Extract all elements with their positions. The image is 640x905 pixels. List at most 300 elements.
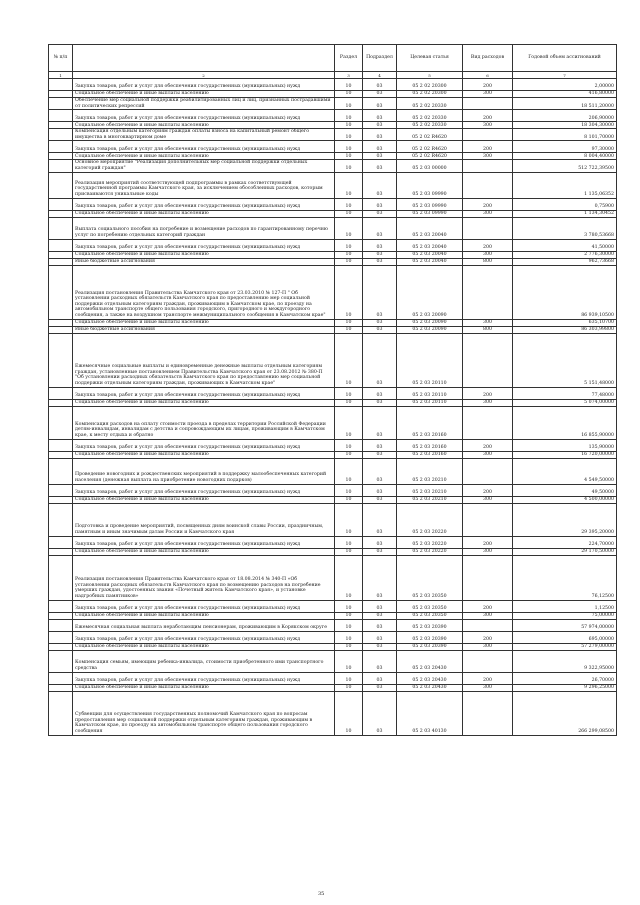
- row-amount-cell: 16 720,00000: [513, 451, 617, 458]
- table-row: [49, 691, 617, 735]
- row-section-cell: 10: [335, 612, 363, 619]
- row-target-item-cell: 05 2 03 20220: [397, 503, 463, 536]
- row-name-cell: Социальное обеспечение и иные выплаты населению: [73, 684, 335, 691]
- row-target-item-cell: 05 2 03 20110: [397, 387, 463, 399]
- row-expense-type-cell: 200: [463, 239, 513, 251]
- row-subsection-cell: 03: [363, 129, 397, 141]
- row-amount-cell: 97,30000: [513, 141, 617, 153]
- row-amount-cell: 9 296,25000: [513, 684, 617, 691]
- row-number-cell: [49, 600, 73, 612]
- row-section-cell: 10: [335, 691, 363, 735]
- row-number-cell: [49, 672, 73, 684]
- row-target-item-cell: 05 2 03 20210: [397, 458, 463, 484]
- row-section-cell: 10: [335, 251, 363, 258]
- row-name-cell: Социальное обеспечение и иные выплаты населению: [73, 612, 335, 619]
- row-amount-cell: 29 170,50000: [513, 548, 617, 555]
- header-row: [49, 45, 617, 72]
- row-target-item-cell: 05 2 03 20090: [397, 326, 463, 333]
- row-section-cell: 10: [335, 258, 363, 265]
- row-amount-cell: 5 151,48000: [513, 333, 617, 387]
- row-expense-type-cell: 800: [463, 326, 513, 333]
- row-target-item-cell: 05 2 03 09990: [397, 198, 463, 210]
- row-subsection-cell: 03: [363, 439, 397, 451]
- row-expense-type-cell: [463, 172, 513, 198]
- row-amount-cell: 75,00000: [513, 612, 617, 619]
- row-expense-type-cell: [463, 650, 513, 672]
- row-subsection-cell: 03: [363, 643, 397, 650]
- row-target-item-cell: 05 2 02 20330: [397, 122, 463, 129]
- row-name-cell: Социальное обеспечение и иные выплаты населению: [73, 91, 335, 98]
- row-amount-cell: 224,70000: [513, 536, 617, 548]
- row-target-item-cell: 05 2 02 R4620: [397, 153, 463, 160]
- row-expense-type-cell: 200: [463, 141, 513, 153]
- row-section-cell: 10: [335, 643, 363, 650]
- row-name-cell: Закупка товаров, работ и услуг для обеспечения государственных (муниципальных) нужд: [73, 141, 335, 153]
- row-number-cell: [49, 406, 73, 439]
- row-number-cell: [49, 399, 73, 406]
- row-expense-type-cell: [463, 129, 513, 141]
- row-expense-type-cell: 300: [463, 251, 513, 258]
- row-name-cell: Проведение новогодних и рождественских мероприятий в поддержку малообеспеченных категорий населения (денежная выплата на приобретение новогодних подарков): [73, 458, 335, 484]
- row-name-cell: Социальное обеспечение и иные выплаты населению: [73, 643, 335, 650]
- row-amount-cell: 41,50000: [513, 239, 617, 251]
- row-expense-type-cell: [463, 555, 513, 600]
- row-expense-type-cell: 300: [463, 548, 513, 555]
- table-row: [49, 548, 617, 555]
- row-section-cell: 10: [335, 98, 363, 110]
- table-row: [49, 496, 617, 503]
- row-section-cell: 10: [335, 319, 363, 326]
- table-row: [49, 258, 617, 265]
- row-name-cell: Компенсация семьям, имеющим ребенка-инвалида, стоимости приобретенного ими транспортного средства: [73, 650, 335, 672]
- row-expense-type-cell: 200: [463, 439, 513, 451]
- row-number-cell: [49, 333, 73, 387]
- row-target-item-cell: 05 2 03 20160: [397, 451, 463, 458]
- row-name-cell: Закупка товаров, работ и услуг для обеспечения государственных (муниципальных) нужд: [73, 672, 335, 684]
- table-row: [49, 129, 617, 141]
- row-expense-type-cell: 300: [463, 210, 513, 217]
- row-number-cell: [49, 555, 73, 600]
- row-target-item-cell: 05 2 03 20110: [397, 399, 463, 406]
- row-section-cell: 10: [335, 451, 363, 458]
- row-amount-cell: 57 974,00000: [513, 619, 617, 631]
- row-section-cell: 10: [335, 684, 363, 691]
- row-section-cell: 10: [335, 217, 363, 239]
- row-section-cell: 10: [335, 122, 363, 129]
- table-row: [49, 239, 617, 251]
- row-subsection-cell: 03: [363, 198, 397, 210]
- row-expense-type-cell: [463, 160, 513, 172]
- row-subsection-cell: 03: [363, 91, 397, 98]
- row-name-cell: Закупка товаров, работ и услуг для обеспечения государственных (муниципальных) нужд: [73, 631, 335, 643]
- table-row: [49, 319, 617, 326]
- row-subsection-cell: 03: [363, 326, 397, 333]
- row-name-cell: Социальное обеспечение и иные выплаты населению: [73, 210, 335, 217]
- row-number-cell: [49, 691, 73, 735]
- table-row: [49, 451, 617, 458]
- row-subsection-cell: 03: [363, 251, 397, 258]
- row-name-cell: Обеспечение мер социальной поддержки реабилитированных лиц и лиц, признанных пострадавшими от политических репрессий: [73, 98, 335, 110]
- row-target-item-cell: 05 2 03 20220: [397, 548, 463, 555]
- table-row: [49, 217, 617, 239]
- row-amount-cell: 8 004,40000: [513, 153, 617, 160]
- row-amount-cell: 512 722,39500: [513, 160, 617, 172]
- row-subsection-cell: 03: [363, 619, 397, 631]
- row-subsection-cell: 03: [363, 555, 397, 600]
- row-name-cell: Закупка товаров, работ и услуг для обеспечения государственных (муниципальных) нужд: [73, 79, 335, 91]
- row-number-cell: [49, 91, 73, 98]
- row-target-item-cell: 05 2 03 20110: [397, 333, 463, 387]
- row-number-cell: [49, 458, 73, 484]
- row-expense-type-cell: [463, 98, 513, 110]
- row-target-item-cell: 05 2 03 20210: [397, 484, 463, 496]
- row-number-cell: [49, 387, 73, 399]
- row-name-cell: Компенсация расходов на оплату стоимости проезда в пределах территории Российской Федерации детям-инвалидам, инвалидам с детства и сопровождающим их лицам, проживающим в Камчатском крае, к месту отдыха и обратно: [73, 406, 335, 439]
- row-section-cell: 10: [335, 265, 363, 319]
- row-target-item-cell: 05 2 03 20430: [397, 672, 463, 684]
- row-section-cell: 10: [335, 672, 363, 684]
- row-name-cell: Закупка товаров, работ и услуг для обеспечения государственных (муниципальных) нужд: [73, 600, 335, 612]
- row-section-cell: 10: [335, 458, 363, 484]
- row-section-cell: 10: [335, 326, 363, 333]
- row-section-cell: 10: [335, 399, 363, 406]
- row-expense-type-cell: 200: [463, 672, 513, 684]
- row-section-cell: 10: [335, 91, 363, 98]
- row-amount-cell: 18 304,30000: [513, 122, 617, 129]
- header-section: Раздел: [335, 45, 363, 72]
- row-expense-type-cell: 300: [463, 612, 513, 619]
- row-amount-cell: 76,12500: [513, 555, 617, 600]
- row-amount-cell: 49,50000: [513, 484, 617, 496]
- row-name-cell: Социальное обеспечение и иные выплаты населению: [73, 548, 335, 555]
- row-expense-type-cell: 800: [463, 258, 513, 265]
- page-number: 35: [318, 891, 325, 897]
- row-section-cell: 10: [335, 496, 363, 503]
- column-number: 5: [397, 72, 463, 79]
- table-row: [49, 326, 617, 333]
- row-subsection-cell: 03: [363, 631, 397, 643]
- row-number-cell: [49, 265, 73, 319]
- row-target-item-cell: 05 2 03 00000: [397, 160, 463, 172]
- table-row: [49, 251, 617, 258]
- row-section-cell: 10: [335, 110, 363, 122]
- row-subsection-cell: 03: [363, 496, 397, 503]
- table-row: [49, 536, 617, 548]
- table-row: [49, 399, 617, 406]
- row-section-cell: 10: [335, 333, 363, 387]
- row-expense-type-cell: 200: [463, 387, 513, 399]
- row-number-cell: [49, 503, 73, 536]
- row-target-item-cell: 05 2 03 09990: [397, 172, 463, 198]
- header-annual-amount: Годовой объем ассигнований: [513, 45, 617, 72]
- row-name-cell: Реализация постановления Правительства Камчатского края от 23.03.2010 № 127-П " Об установлении расходных обязательств Камчатского края по предоставлению мер социальной поддержки отдельным категориям граждан, проживающим в Камчатском крае, по проезду на автомобильном транспорте общего пользования городского, пригородного и междугородного сообщения, а также на воздушном транспорте межмуниципального сообщения в Камчатском крае": [73, 265, 335, 319]
- row-target-item-cell: 05 2 03 20160: [397, 439, 463, 451]
- header-row-number: № п/п: [49, 45, 73, 72]
- table-row: [49, 484, 617, 496]
- row-name-cell: Реализация постановления Правительства Камчатского края от 18.08.2014 № 340-П «Об установлении расходных обязательств Камчатского края по возмещению расходов на погребение умерших граждан, удостоенных звания «Почетный житель Камчатского края», и установке надгробных памятников»: [73, 555, 335, 600]
- row-amount-cell: 29 395,20000: [513, 503, 617, 536]
- row-section-cell: 10: [335, 210, 363, 217]
- row-number-cell: [49, 650, 73, 672]
- row-section-cell: 10: [335, 160, 363, 172]
- row-name-cell: Социальное обеспечение и иные выплаты населению: [73, 451, 335, 458]
- row-number-cell: [49, 110, 73, 122]
- budget-table-sheet: [48, 44, 616, 736]
- row-subsection-cell: 03: [363, 258, 397, 265]
- table-row: [49, 110, 617, 122]
- row-name-cell: Закупка товаров, работ и услуг для обеспечения государственных (муниципальных) нужд: [73, 439, 335, 451]
- row-expense-type-cell: 200: [463, 198, 513, 210]
- row-name-cell: Социальное обеспечение и иные выплаты населению: [73, 399, 335, 406]
- row-name-cell: Субвенции для осуществления государственных полномочий Камчатского края по вопросам предоставления мер социальной поддержки отдельным категориям граждан, проживающим в Камчатском крае, по проезду на автомобильном транспорте общего пользования городского сообщения: [73, 691, 335, 735]
- table-row: [49, 153, 617, 160]
- row-subsection-cell: 03: [363, 172, 397, 198]
- row-amount-cell: 8 101,70000: [513, 129, 617, 141]
- row-number-cell: [49, 619, 73, 631]
- row-number-cell: [49, 319, 73, 326]
- header-subsection: Подраздел: [363, 45, 397, 72]
- row-name-cell: Закупка товаров, работ и услуг для обеспечения государственных (муниципальных) нужд: [73, 484, 335, 496]
- row-section-cell: 10: [335, 555, 363, 600]
- column-number: 7: [513, 72, 617, 79]
- row-section-cell: 10: [335, 650, 363, 672]
- row-number-cell: [49, 129, 73, 141]
- row-subsection-cell: 03: [363, 110, 397, 122]
- row-subsection-cell: 03: [363, 122, 397, 129]
- table-row: [49, 91, 617, 98]
- row-subsection-cell: 03: [363, 319, 397, 326]
- row-amount-cell: 4 500,00000: [513, 496, 617, 503]
- row-section-cell: 10: [335, 198, 363, 210]
- row-section-cell: 10: [335, 172, 363, 198]
- row-number-cell: [49, 210, 73, 217]
- row-target-item-cell: 05 2 03 20040: [397, 217, 463, 239]
- row-amount-cell: 1 135,06352: [513, 172, 617, 198]
- row-number-cell: [49, 239, 73, 251]
- row-expense-type-cell: 300: [463, 451, 513, 458]
- row-target-item-cell: 05 2 03 20210: [397, 496, 463, 503]
- table-row: [49, 503, 617, 536]
- row-subsection-cell: 03: [363, 210, 397, 217]
- row-name-cell: Закупка товаров, работ и услуг для обеспечения государственных (муниципальных) нужд: [73, 536, 335, 548]
- column-number: 4: [363, 72, 397, 79]
- header-expense-type: Вид расходов: [463, 45, 513, 72]
- row-expense-type-cell: 300: [463, 399, 513, 406]
- header-target-item: Целевая статья: [397, 45, 463, 72]
- row-amount-cell: 416,80000: [513, 91, 617, 98]
- row-amount-cell: 26,70000: [513, 672, 617, 684]
- row-subsection-cell: 03: [363, 406, 397, 439]
- row-subsection-cell: 03: [363, 503, 397, 536]
- row-target-item-cell: 05 2 03 20390: [397, 631, 463, 643]
- row-amount-cell: 135,90000: [513, 439, 617, 451]
- row-name-cell: Ежемесячная социальная выплата неработающим пенсионерам, проживающим в Корякском округе: [73, 619, 335, 631]
- row-expense-type-cell: 200: [463, 631, 513, 643]
- row-section-cell: 10: [335, 619, 363, 631]
- table-row: [49, 650, 617, 672]
- row-subsection-cell: 03: [363, 684, 397, 691]
- row-target-item-cell: 05 2 03 20350: [397, 612, 463, 619]
- row-name-cell: Основное мероприятие "Реализация дополнительных мер социальной поддержки отдельных категорий граждан": [73, 160, 335, 172]
- row-expense-type-cell: 200: [463, 600, 513, 612]
- table-row: [49, 672, 617, 684]
- row-amount-cell: 266 299,08500: [513, 691, 617, 735]
- row-name-cell: Выплата социального пособия на погребение и возмещение расходов по гарантированному перечню услуг по погребению отдельных категорий граждан: [73, 217, 335, 239]
- row-name-cell: Иные бюджетные ассигнования: [73, 258, 335, 265]
- row-number-cell: [49, 536, 73, 548]
- table-body: [49, 79, 617, 736]
- row-amount-cell: 635,10700: [513, 319, 617, 326]
- row-target-item-cell: 05 2 03 20220: [397, 536, 463, 548]
- row-subsection-cell: 03: [363, 458, 397, 484]
- row-expense-type-cell: 300: [463, 496, 513, 503]
- row-amount-cell: 2 776,30000: [513, 251, 617, 258]
- row-target-item-cell: 05 2 03 20390: [397, 643, 463, 650]
- row-number-cell: [49, 548, 73, 555]
- row-expense-type-cell: 200: [463, 536, 513, 548]
- row-section-cell: 10: [335, 548, 363, 555]
- row-section-cell: 10: [335, 600, 363, 612]
- table-row: [49, 210, 617, 217]
- row-expense-type-cell: 300: [463, 643, 513, 650]
- row-subsection-cell: 03: [363, 79, 397, 91]
- row-target-item-cell: 05 2 03 20350: [397, 600, 463, 612]
- row-number-cell: [49, 198, 73, 210]
- row-expense-type-cell: [463, 406, 513, 439]
- row-number-cell: [49, 79, 73, 91]
- row-target-item-cell: 05 2 03 20040: [397, 258, 463, 265]
- table-row: [49, 643, 617, 650]
- column-number: 3: [335, 72, 363, 79]
- table-row: [49, 458, 617, 484]
- row-number-cell: [49, 612, 73, 619]
- row-subsection-cell: 03: [363, 484, 397, 496]
- row-amount-cell: 3 780,53668: [513, 217, 617, 239]
- row-name-cell: Ежемесячные социальные выплаты и единовременные денежные выплаты отдельным категориям граждан, установленные постановлением Правительства Камчатского края от 23.08.2012 № 380-П "Об установлении расходных обязательств Камчатского края по предоставлению мер социальной поддержки отдельным категориям граждан, проживающих в Камчатском крае": [73, 333, 335, 387]
- row-target-item-cell: 05 2 03 20090: [397, 319, 463, 326]
- row-subsection-cell: 03: [363, 536, 397, 548]
- header-name: [73, 45, 335, 72]
- row-subsection-cell: 03: [363, 239, 397, 251]
- row-number-cell: [49, 258, 73, 265]
- row-number-cell: [49, 326, 73, 333]
- row-expense-type-cell: [463, 217, 513, 239]
- row-name-cell: Иные бюджетные ассигнования: [73, 326, 335, 333]
- table-row: [49, 619, 617, 631]
- table-row: [49, 198, 617, 210]
- row-amount-cell: 1 134,30452: [513, 210, 617, 217]
- row-section-cell: 10: [335, 484, 363, 496]
- row-subsection-cell: 03: [363, 548, 397, 555]
- row-name-cell: Социальное обеспечение и иные выплаты населению: [73, 319, 335, 326]
- row-target-item-cell: 05 2 03 20430: [397, 650, 463, 672]
- row-section-cell: 10: [335, 387, 363, 399]
- row-subsection-cell: 03: [363, 451, 397, 458]
- row-subsection-cell: 03: [363, 141, 397, 153]
- row-name-cell: Реализация мероприятий соответствующей подпрограммы в рамках соответствующей государственной программы Камчатского края, за исключением обособленных расходов, которым присваиваются уникальные коды: [73, 172, 335, 198]
- row-amount-cell: 2,00000: [513, 79, 617, 91]
- row-section-cell: 10: [335, 503, 363, 536]
- row-expense-type-cell: [463, 691, 513, 735]
- row-target-item-cell: 05 2 03 20430: [397, 684, 463, 691]
- row-expense-type-cell: 300: [463, 91, 513, 98]
- row-name-cell: Закупка товаров, работ и услуг для обеспечения государственных (муниципальных) нужд: [73, 110, 335, 122]
- row-target-item-cell: 05 2 03 20390: [397, 619, 463, 631]
- table-row: [49, 172, 617, 198]
- row-expense-type-cell: 300: [463, 684, 513, 691]
- row-expense-type-cell: 300: [463, 153, 513, 160]
- row-name-cell: Компенсация отдельным категориям граждан оплаты взноса на капитальный ремонт общего имущества в многоквартирном доме: [73, 129, 335, 141]
- row-subsection-cell: 03: [363, 387, 397, 399]
- row-name-cell: Подготовка и проведение мероприятий, посвященных дням воинской славы России, праздничным, памятным и иным значимым датам России и Камчатского края: [73, 503, 335, 536]
- row-target-item-cell: 05 2 02 20300: [397, 79, 463, 91]
- row-section-cell: 10: [335, 406, 363, 439]
- row-amount-cell: 57 279,00000: [513, 643, 617, 650]
- row-number-cell: [49, 251, 73, 258]
- row-target-item-cell: 05 2 03 20040: [397, 239, 463, 251]
- table-row: [49, 122, 617, 129]
- row-subsection-cell: 03: [363, 333, 397, 387]
- table-row: [49, 141, 617, 153]
- row-number-cell: [49, 122, 73, 129]
- row-amount-cell: 5 074,00000: [513, 399, 617, 406]
- row-target-item-cell: 05 2 02 R4620: [397, 141, 463, 153]
- row-amount-cell: 18 511,20000: [513, 98, 617, 110]
- row-subsection-cell: 03: [363, 98, 397, 110]
- table-row: [49, 439, 617, 451]
- budget-allocation-table: [48, 44, 617, 736]
- row-amount-cell: 9 322,95000: [513, 650, 617, 672]
- row-expense-type-cell: [463, 503, 513, 536]
- column-number: 6: [463, 72, 513, 79]
- row-amount-cell: 4 549,50000: [513, 458, 617, 484]
- row-number-cell: [49, 172, 73, 198]
- row-expense-type-cell: 200: [463, 79, 513, 91]
- table-row: [49, 160, 617, 172]
- row-name-cell: Социальное обеспечение и иные выплаты населению: [73, 122, 335, 129]
- row-subsection-cell: 03: [363, 399, 397, 406]
- row-number-cell: [49, 141, 73, 153]
- row-name-cell: Закупка товаров, работ и услуг для обеспечения государственных (муниципальных) нужд: [73, 387, 335, 399]
- row-target-item-cell: 05 2 03 09990: [397, 210, 463, 217]
- row-section-cell: 10: [335, 153, 363, 160]
- row-subsection-cell: 03: [363, 650, 397, 672]
- table-row: [49, 79, 617, 91]
- row-expense-type-cell: 200: [463, 484, 513, 496]
- table-row: [49, 600, 617, 612]
- row-amount-cell: 962,73668: [513, 258, 617, 265]
- row-target-item-cell: 05 2 02 20330: [397, 98, 463, 110]
- row-target-item-cell: 05 2 03 20160: [397, 406, 463, 439]
- row-expense-type-cell: [463, 619, 513, 631]
- column-number: 1: [49, 72, 73, 79]
- table-row: [49, 684, 617, 691]
- row-expense-type-cell: 300: [463, 122, 513, 129]
- row-amount-cell: 0,75900: [513, 198, 617, 210]
- row-expense-type-cell: 300: [463, 319, 513, 326]
- column-number-row: [49, 72, 617, 79]
- row-expense-type-cell: 200: [463, 110, 513, 122]
- row-name-cell: Закупка товаров, работ и услуг для обеспечения государственных (муниципальных) нужд: [73, 198, 335, 210]
- table-row: [49, 631, 617, 643]
- row-number-cell: [49, 643, 73, 650]
- row-section-cell: 10: [335, 631, 363, 643]
- row-amount-cell: 206,90000: [513, 110, 617, 122]
- row-subsection-cell: 03: [363, 691, 397, 735]
- row-subsection-cell: 03: [363, 265, 397, 319]
- table-row: [49, 612, 617, 619]
- row-subsection-cell: 03: [363, 672, 397, 684]
